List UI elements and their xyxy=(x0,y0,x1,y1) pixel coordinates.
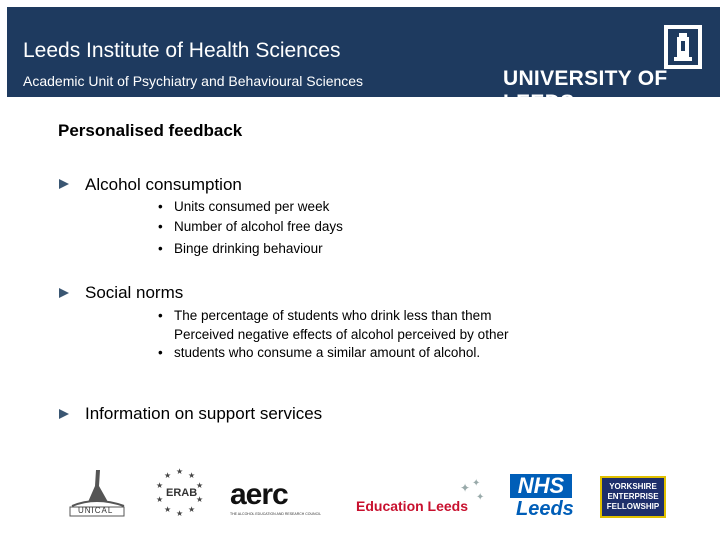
yef-line: YORKSHIRE xyxy=(609,482,657,491)
bullet-social-norms: Social norms xyxy=(85,283,184,302)
bullet-support-services: Information on support services xyxy=(85,404,323,423)
svg-text:★: ★ xyxy=(196,481,204,490)
bullet-arrow-icon xyxy=(59,288,69,298)
yorkshire-enterprise-fellowship-logo xyxy=(600,476,666,518)
bullet-arrow-icon xyxy=(59,409,69,419)
erab-logo xyxy=(150,466,208,520)
unical-label: UNICAL xyxy=(78,506,114,515)
sub-bullet-item: • Number of alcohol free days xyxy=(158,217,343,237)
aerc-logo xyxy=(230,478,340,518)
bullet-dot-icon: • xyxy=(158,241,163,256)
svg-text:★: ★ xyxy=(188,505,196,514)
bullet-alcohol-consumption: Alcohol consumption xyxy=(85,175,242,194)
sub-bullet-item: •Perceived negative effects of alcohol perceived by other students who consume a similar amount of alcohol. xyxy=(158,326,544,363)
erab-label: ERAB xyxy=(166,487,198,499)
unit-subtitle: Academic Unit of Psychiatry and Behavioural Sciences xyxy=(23,73,364,89)
header-banner xyxy=(7,7,720,114)
sub-bullet-item: • Units consumed per week xyxy=(158,197,329,217)
unical-logo xyxy=(66,466,128,518)
svg-text:✦: ✦ xyxy=(460,481,471,495)
bullet-dot-icon: • xyxy=(158,219,163,234)
yef-line: ENTERPRISE xyxy=(607,492,659,501)
yef-line: FELLOWSHIP xyxy=(606,502,660,511)
nhs-leeds-label: Leeds xyxy=(516,498,574,520)
nhs-badge: NHS xyxy=(510,474,572,498)
bullet-arrow-icon xyxy=(59,179,69,189)
institute-title: Leeds Institute of Health Sciences xyxy=(23,39,341,62)
svg-text:★: ★ xyxy=(164,471,172,480)
bullet-dot-icon: • xyxy=(158,199,163,214)
svg-text:★: ★ xyxy=(176,509,184,518)
slide-title: Personalised feedback xyxy=(58,121,243,140)
aerc-tagline: THE ALCOHOL EDUCATION AND RESEARCH COUNCIL xyxy=(230,512,322,516)
university-name: UNIVERSITY OF LEEDS xyxy=(503,67,668,114)
svg-text:★: ★ xyxy=(176,467,184,476)
bullet-dot-icon: • xyxy=(158,345,163,360)
svg-text:★: ★ xyxy=(156,481,164,490)
sub-bullet-item: • Binge drinking behaviour xyxy=(158,239,323,259)
svg-text:✦: ✦ xyxy=(472,478,481,489)
svg-text:✦: ✦ xyxy=(476,492,485,502)
nhs-leeds-logo xyxy=(510,474,574,522)
svg-text:★: ★ xyxy=(188,471,196,480)
education-leeds-logo xyxy=(356,478,492,514)
university-crest-icon xyxy=(664,25,702,69)
education-leeds-wordmark: Education Leeds xyxy=(356,498,469,514)
svg-text:★: ★ xyxy=(156,495,164,504)
bullet-dot-icon: • xyxy=(158,308,163,323)
svg-text:★: ★ xyxy=(196,495,204,504)
sub-bullet-item: • The percentage of students who drink less than them xyxy=(158,306,491,326)
svg-text:★: ★ xyxy=(164,505,172,514)
aerc-wordmark: aerc xyxy=(230,478,288,511)
